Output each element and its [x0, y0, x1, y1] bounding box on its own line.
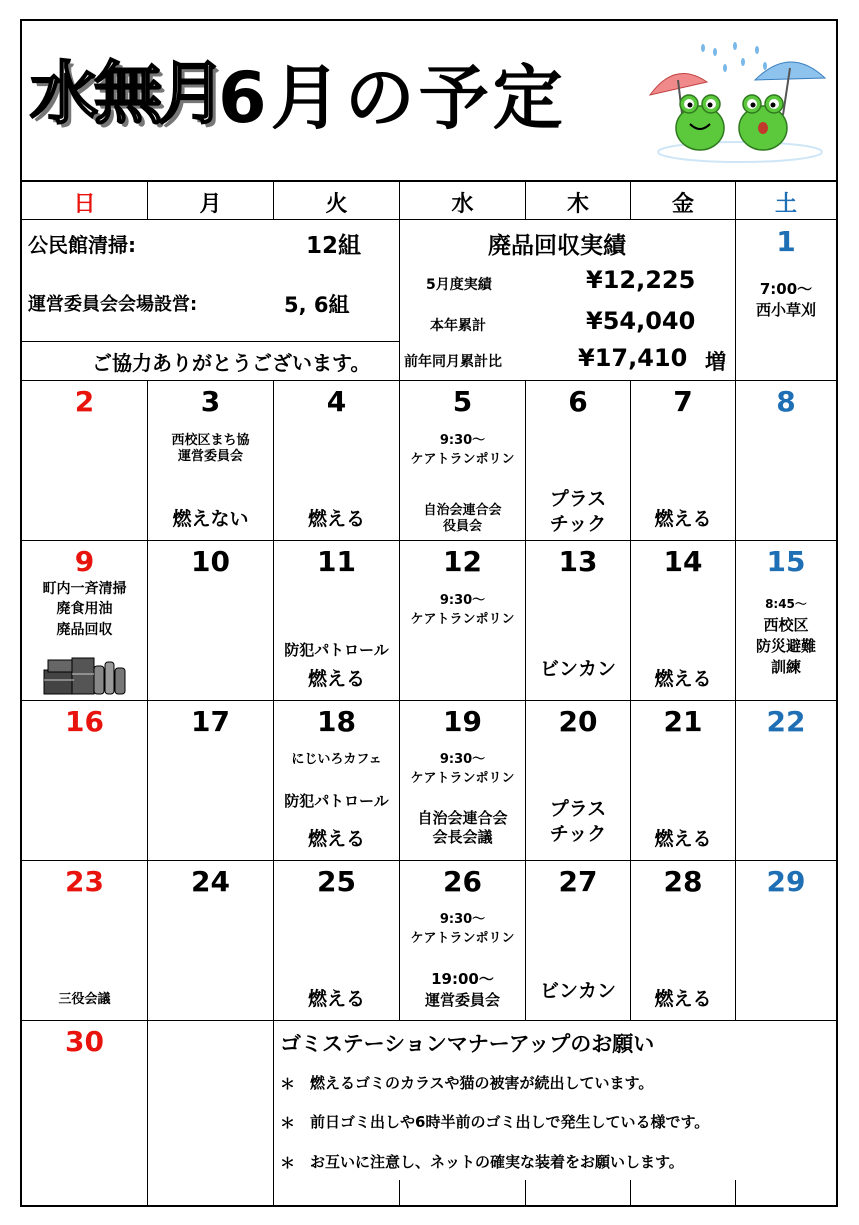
day-20-garbage — [526, 797, 630, 846]
day-6-garbage-line2: チック — [549, 512, 607, 535]
manners-bullet-3: ＊ — [280, 1154, 296, 1172]
manners-item-3: お互いに注意し、ネットの確実な装着をお願いします。 — [310, 1153, 684, 1171]
day-9-event-line3: 廃品回収 — [56, 621, 113, 638]
day-19-meeting-line2: 会長会議 — [432, 827, 493, 846]
day-12-time: 9:30～ — [439, 593, 486, 608]
rain-drops — [701, 42, 767, 72]
cleaning-group: 12組 — [306, 233, 362, 259]
day-5-meeting-line1: 自治会連合会 — [423, 503, 502, 518]
day-20-garbage-line2: チック — [549, 822, 607, 845]
title-kanji: 水無月 — [30, 54, 223, 134]
day-12-event: ケアトランポリン — [410, 612, 515, 627]
manners-item-2: 前日ゴミ出しや6時半前のゴミ出しで発生している様です。 — [310, 1113, 710, 1131]
day-18-garbage: 燃える — [307, 828, 365, 850]
day-15-event-line3: 訓練 — [770, 658, 801, 676]
day-23-event: 三役会議 — [58, 992, 111, 1007]
setup-group: 5, 6組 — [284, 293, 350, 317]
day-8: 8 — [776, 385, 796, 418]
title-main: 6月の予定 — [218, 57, 567, 139]
recycling-yoy-label: 前年同月累計比 — [404, 354, 502, 370]
frog-left — [676, 95, 724, 150]
setup-label: 運営委員会会場設営: — [28, 294, 198, 315]
day-10: 10 — [191, 545, 230, 578]
day-9-event-line1: 町内一斉清掃 — [42, 581, 127, 597]
day-6-garbage — [526, 487, 630, 536]
day-15-event-line2: 防災避難 — [755, 637, 816, 655]
weekday-sat: 土 — [774, 192, 797, 217]
day-6: 6 — [568, 385, 588, 418]
day-22: 22 — [766, 705, 806, 738]
weekday-fri: 金 — [671, 192, 694, 217]
day-5-meeting-line2: 役員会 — [442, 519, 482, 535]
day-1-event: 西小草刈 — [755, 301, 816, 319]
day-26-time: 9:30～ — [439, 912, 486, 927]
thanks-message: ご協力ありがとうございます。 — [92, 351, 371, 375]
recycling-yoy-value: ¥17,410 — [578, 344, 688, 372]
cleaning-label: 公民館清掃: — [28, 233, 136, 257]
day-20: 20 — [558, 705, 598, 738]
frogs-umbrella-illustration — [645, 40, 830, 165]
day-13-garbage: ビンカン — [539, 658, 616, 680]
day-21-garbage: 燃える — [654, 828, 712, 850]
day-5-meeting — [400, 503, 525, 536]
recycling-ytd-label: 本年累計 — [430, 318, 486, 334]
weekday-thu: 木 — [566, 192, 589, 217]
day-9: 9 — [74, 545, 95, 578]
day-11-patrol: 防犯パトロール — [284, 641, 389, 659]
day-9-events — [22, 579, 147, 640]
day-14: 14 — [663, 545, 703, 578]
recycling-ytd-value: ¥54,040 — [586, 307, 696, 335]
day-2: 2 — [74, 385, 95, 418]
day-19-meeting-line1: 自治会連合会 — [417, 809, 508, 827]
day-11-garbage: 燃える — [307, 668, 365, 690]
weekday-mon: 月 — [199, 192, 222, 217]
day-26-meeting: 運営委員会 — [424, 991, 500, 1009]
day-25: 25 — [317, 865, 356, 898]
day-29: 29 — [766, 865, 806, 898]
manners-bullet-1: ＊ — [280, 1075, 296, 1093]
day-5-event: ケアトランポリン — [410, 452, 515, 467]
day-19-time: 9:30～ — [439, 752, 486, 767]
day-6-garbage-line1: プラス — [549, 488, 607, 510]
day-9-event-line2: 廃食用油 — [56, 601, 113, 618]
day-11: 11 — [317, 545, 356, 578]
day-3-event-line1: 西校区まち協 — [171, 433, 250, 448]
day-19-meeting — [400, 809, 525, 847]
day-3: 3 — [200, 385, 221, 418]
day-7: 7 — [673, 385, 693, 418]
day-15-events — [736, 615, 836, 678]
day-24: 24 — [191, 865, 230, 898]
day-26-event: ケアトランポリン — [410, 931, 515, 946]
day-18: 18 — [317, 705, 356, 738]
recycling-bundle-illustration — [42, 650, 128, 696]
recycling-yoy-suffix: 増 — [705, 350, 726, 374]
day-20-garbage-line1: プラス — [549, 798, 607, 820]
day-4: 4 — [326, 385, 347, 418]
recycling-may-label: 5月度実績 — [426, 277, 492, 293]
day-19: 19 — [443, 705, 482, 738]
weekday-wed: 水 — [451, 192, 474, 217]
day-28: 28 — [663, 865, 703, 898]
day-27: 27 — [558, 865, 598, 898]
day-26-meeting-time: 19:00～ — [431, 970, 494, 988]
day-18-cafe: にじいろカフェ — [291, 752, 382, 767]
day-18-patrol: 防犯パトロール — [284, 792, 389, 810]
day-16: 16 — [65, 705, 104, 738]
day-5-time: 9:30～ — [439, 433, 486, 448]
manners-title: ゴミステーションマナーアップのお願い — [280, 1032, 655, 1056]
day-25-garbage: 燃える — [307, 988, 365, 1010]
day-30: 30 — [65, 1025, 104, 1058]
day-14-garbage: 燃える — [654, 668, 712, 690]
day-26: 26 — [443, 865, 482, 898]
day-7-garbage: 燃える — [654, 508, 712, 530]
day-19-event: ケアトランポリン — [410, 771, 515, 786]
day-4-garbage: 燃える — [307, 508, 365, 530]
manners-bullet-2: ＊ — [280, 1114, 296, 1132]
weekday-tue: 火 — [325, 192, 348, 217]
recycling-title: 廃品回収実績 — [488, 233, 626, 259]
frog-right — [739, 95, 787, 150]
day-15: 15 — [766, 545, 806, 578]
day-1: 1 — [776, 225, 796, 258]
day-17: 17 — [191, 705, 230, 738]
day-3-event — [148, 433, 273, 466]
day-1-time: 7:00～ — [759, 280, 813, 298]
day-21: 21 — [663, 705, 703, 738]
day-5: 5 — [452, 385, 473, 418]
day-23: 23 — [65, 865, 104, 898]
day-13: 13 — [558, 545, 598, 578]
weekday-sun: 日 — [73, 192, 96, 217]
manners-item-1: 燃えるゴミのカラスや猫の被害が続出しています。 — [310, 1074, 654, 1092]
day-12: 12 — [443, 545, 482, 578]
day-27-garbage: ビンカン — [539, 980, 616, 1002]
recycling-may-value: ¥12,225 — [586, 266, 696, 294]
day-3-garbage: 燃えない — [172, 508, 249, 530]
day-15-event-line1: 西校区 — [763, 616, 809, 634]
day-3-event-line2: 運営委員会 — [177, 449, 243, 465]
day-15-time: 8:45～ — [765, 597, 807, 611]
day-28-garbage: 燃える — [654, 988, 712, 1010]
